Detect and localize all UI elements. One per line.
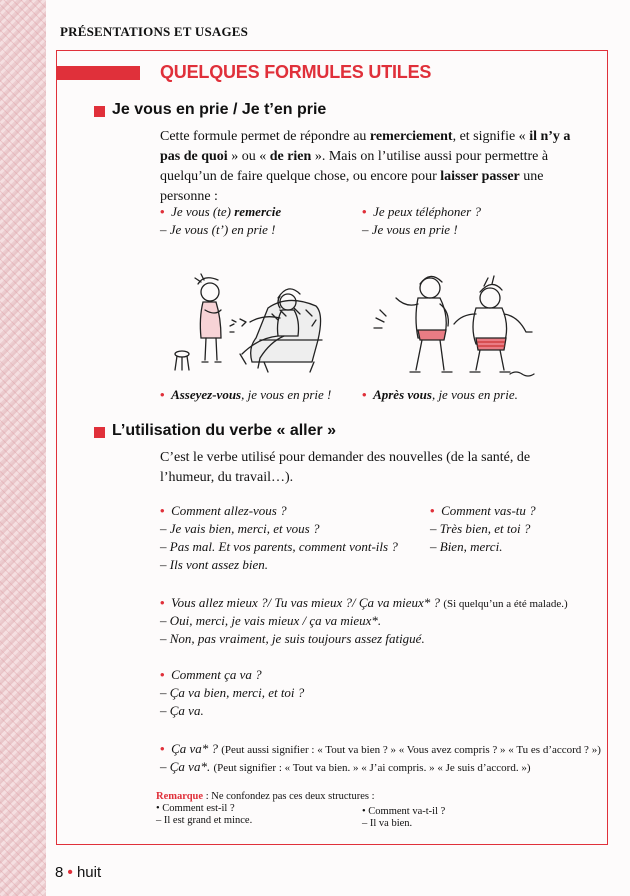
section1-heading: Je vous en prie / Je t’en prie (112, 101, 327, 118)
dialogue3-line1: • Vous allez mieux ?/ Tu vas mieux ?/ Ça va mieux* ? (Si quelqu’un a été malade.) (160, 595, 568, 610)
example-right-line2: – Je vous en prie ! (362, 222, 458, 237)
dialogue2-line1: • Comment vas-tu ? (430, 503, 536, 518)
remark-left-line2: – Il est grand et mince. (156, 815, 253, 826)
dialogue1-line3: – Pas mal. Et vos parents, comment vont-ils ? (160, 539, 398, 554)
dialogue2-line3: – Bien, merci. (430, 539, 503, 554)
remark-right-line1: • Comment va-t-il ? (362, 806, 446, 817)
cartoon-armchair-illustration (168, 270, 338, 380)
example-right-line1: • Je peux téléphoner ? (362, 204, 481, 219)
page-number: 8 • huit (55, 864, 102, 881)
dialogue1-line1: • Comment allez-vous ? (160, 503, 287, 518)
remark-right-line2: – Il va bien. (362, 818, 413, 829)
section1-paragraph: Cette formule permet de répondre au remerciement, et signifie « il n’y a pas de quoi » ou « de rien ». Mais on l’utilise aussi pour permettre à quelqu’un de faire quelque chose, ou encore pour laisser passer une personne : (160, 129, 571, 204)
section-bullet-square (94, 427, 105, 438)
left-edge-texture (0, 0, 46, 896)
section-bullet-square (94, 106, 105, 117)
example-left-line1: • Je vous (te) remercie (160, 204, 282, 219)
dialogue2-line2: – Très bien, et toi ? (430, 521, 531, 536)
dialogue4-line2: – Ça va bien, merci, et toi ? (160, 685, 305, 700)
dialogue1-line4: – Ils vont assez bien. (160, 557, 268, 572)
section2-heading: L’utilisation du verbe « aller » (112, 422, 337, 439)
dialogue4-line3: – Ça va. (160, 703, 204, 718)
dialogue3-line3: – Non, pas vraiment, je suis toujours assez fatigué. (160, 631, 425, 646)
remark-left-line1: • Comment est-il ? (156, 803, 235, 814)
dialogue3-line2: – Oui, merci, je vais mieux / ça va mieux*. (160, 613, 382, 628)
page-title: QUELQUES FORMULES UTILES (160, 62, 432, 82)
title-bar-decoration (56, 66, 140, 80)
dialogue5-line2: – Ça va*. (Peut signifier : « Tout va bien. » « J’ai compris. » « Je suis d’accord. ») (160, 759, 531, 774)
caption-left: • Asseyez-vous, je vous en prie ! (160, 387, 332, 402)
dialogue5-line1: • Ça va* ? (Peut aussi signifier : « Tout va bien ? » « Vous avez compris ? » « Tu es d’accord ? ») (160, 741, 601, 756)
caption-right: • Après vous, je vous en prie. (362, 387, 518, 402)
section2-paragraph: C’est le verbe utilisé pour demander des nouvelles (de la santé, de l’humeur, du travail…). (160, 450, 531, 485)
dialogue4-line1: • Comment ça va ? (160, 667, 262, 682)
page-header: PRÉSENTATIONS ET USAGES (60, 24, 249, 39)
dialogue1-line2: – Je vais bien, merci, et vous ? (160, 521, 320, 536)
cartoon-beach-illustration (360, 268, 550, 380)
remark-heading: Remarque : Ne confondez pas ces deux structures : (156, 791, 375, 802)
example-left-line2: – Je vous (t’) en prie ! (160, 222, 276, 237)
